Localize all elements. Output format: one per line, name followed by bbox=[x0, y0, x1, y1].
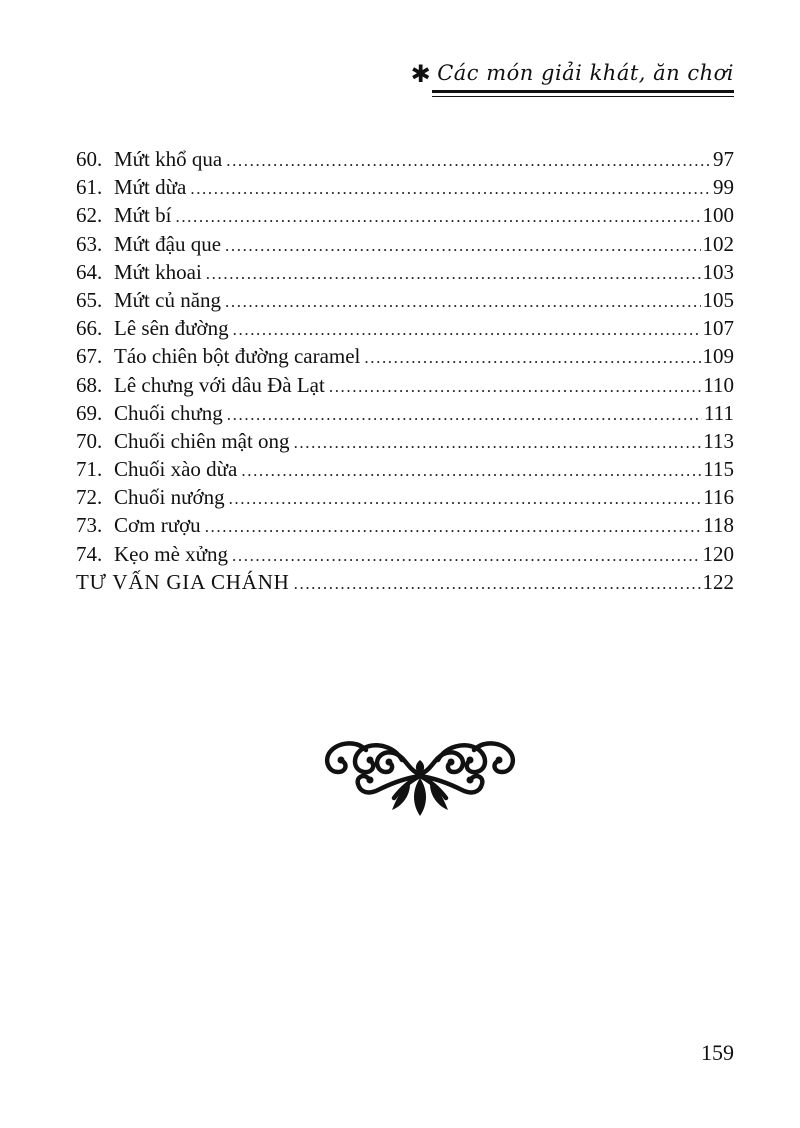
asterisk-icon: ✱ bbox=[410, 60, 432, 88]
dot-leader bbox=[364, 344, 700, 372]
toc-entry-title: TƯ VẤN GIA CHÁNH bbox=[76, 569, 290, 594]
toc-entry-page: 99 bbox=[713, 175, 734, 200]
toc-entry-number: 64. bbox=[76, 259, 103, 284]
toc-entry-page: 120 bbox=[702, 541, 734, 566]
toc-entry-title: Chuối xào dừa bbox=[114, 457, 238, 482]
toc-entry bbox=[76, 342, 734, 370]
dot-leader bbox=[206, 260, 701, 288]
dot-leader bbox=[294, 429, 702, 457]
dot-leader bbox=[190, 175, 711, 203]
toc-entry-page: 105 bbox=[702, 287, 734, 312]
dot-leader bbox=[294, 570, 701, 598]
toc-entry-number: 69. bbox=[76, 400, 103, 425]
toc-entry-page: 97 bbox=[713, 147, 734, 171]
toc-entry-title: Chuối chiên mật ong bbox=[114, 428, 290, 453]
toc-entry-number: 61. bbox=[76, 175, 103, 200]
dot-leader bbox=[233, 316, 701, 344]
toc-entry bbox=[76, 230, 734, 258]
toc-entry-page: 113 bbox=[703, 428, 734, 453]
dot-leader bbox=[205, 513, 702, 541]
dot-leader bbox=[241, 457, 701, 485]
toc-entry-number: 71. bbox=[76, 457, 103, 482]
dot-leader bbox=[227, 401, 702, 429]
toc-entry bbox=[76, 371, 734, 399]
table-of-contents bbox=[76, 145, 734, 596]
toc-entry-title: Chuối nướng bbox=[114, 485, 225, 510]
dot-leader bbox=[329, 373, 701, 401]
toc-entry-number: 60. bbox=[76, 147, 103, 171]
header-title bbox=[411, 60, 734, 88]
toc-entry-title: Lê chưng với dâu Đà Lạt bbox=[114, 372, 325, 397]
toc-entry bbox=[76, 145, 734, 173]
toc-entry bbox=[76, 173, 734, 201]
toc-entry-title: Cơm rượu bbox=[114, 513, 201, 538]
toc-entry-number: 62. bbox=[76, 203, 103, 228]
dot-leader bbox=[175, 203, 700, 231]
toc-entry-number: 66. bbox=[76, 316, 103, 341]
toc-entry-number: 68. bbox=[76, 372, 103, 397]
toc-entry-title: Kẹo mè xửng bbox=[114, 541, 229, 566]
toc-entry bbox=[76, 399, 734, 427]
toc-entry bbox=[76, 258, 734, 286]
toc-entry-title: Mứt bí bbox=[114, 203, 172, 228]
toc-entry-page: 111 bbox=[704, 400, 734, 425]
toc-entry-page: 100 bbox=[702, 203, 734, 228]
dot-leader bbox=[229, 485, 702, 513]
dot-leader bbox=[225, 288, 700, 316]
toc-entry bbox=[76, 427, 734, 455]
toc-entry-title: Mứt dừa bbox=[114, 175, 187, 200]
toc-entry-number: 73. bbox=[76, 513, 103, 538]
dot-leader bbox=[232, 542, 700, 570]
toc-entry-title: Mứt đậu que bbox=[114, 231, 222, 256]
toc-entry-number: 67. bbox=[76, 344, 103, 369]
toc-entry-number: 74. bbox=[76, 541, 103, 566]
running-header bbox=[0, 54, 800, 100]
toc-entry bbox=[76, 286, 734, 314]
toc-entry bbox=[76, 540, 734, 568]
toc-entry-title: Lê sên đường bbox=[114, 316, 229, 341]
header-rule-thick bbox=[432, 90, 734, 93]
toc-entry bbox=[76, 483, 734, 511]
toc-entry-number: 63. bbox=[76, 231, 103, 256]
dot-leader bbox=[226, 147, 711, 175]
toc-entry-page: 110 bbox=[703, 372, 734, 397]
toc-entry-page: 109 bbox=[702, 344, 734, 369]
toc-entry-page: 118 bbox=[703, 513, 734, 538]
flourish-ornament-icon bbox=[320, 730, 520, 820]
page-number: 159 bbox=[701, 1040, 734, 1065]
toc-entry-title: Mứt khổ qua bbox=[114, 147, 223, 171]
toc-entry-number: 72. bbox=[76, 485, 103, 510]
toc-entry-title: Táo chiên bột đường caramel bbox=[114, 344, 361, 369]
toc-entry-page: 122 bbox=[702, 569, 734, 594]
toc-entry bbox=[76, 455, 734, 483]
header-rule-thin bbox=[432, 96, 734, 97]
toc-entry bbox=[76, 314, 734, 342]
toc-entry-number: 65. bbox=[76, 287, 103, 312]
toc-entry bbox=[76, 201, 734, 229]
toc-entry-title: Mứt củ năng bbox=[114, 287, 222, 312]
toc-entry-page: 107 bbox=[702, 316, 734, 341]
toc-entry-final bbox=[76, 568, 734, 596]
dot-leader bbox=[225, 232, 700, 260]
toc-entry-page: 115 bbox=[703, 457, 734, 482]
header-title-text: Các món giải khát, ăn chơi bbox=[437, 61, 734, 85]
toc-entry-page: 116 bbox=[703, 485, 734, 510]
toc-entry-page: 103 bbox=[702, 259, 734, 284]
toc-entry-number: 70. bbox=[76, 428, 103, 453]
toc-entry-title: Mứt khoai bbox=[114, 259, 202, 284]
toc-entry-title: Chuối chưng bbox=[114, 400, 223, 425]
toc-entry bbox=[76, 511, 734, 539]
toc-entry-page: 102 bbox=[702, 231, 734, 256]
